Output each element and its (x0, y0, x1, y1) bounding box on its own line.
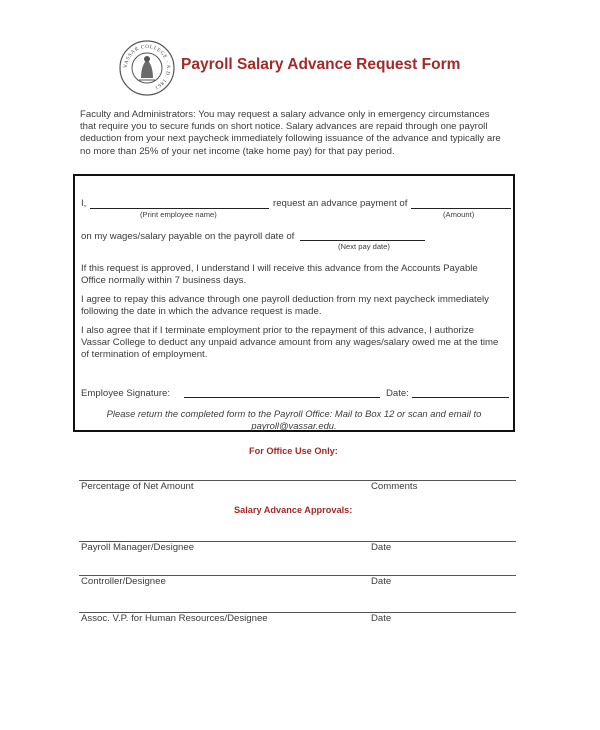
approval-line: If this request is approved, I understand I will receive this advance from the Accounts Payable (81, 263, 478, 274)
approver-role: Controller/Designee (81, 576, 166, 587)
approval-line: Office normally within 7 business days. (81, 275, 247, 287)
approver-date-label: Date (371, 613, 392, 624)
intro-line: that require you to secure funds on short notice. Salary advances are repaid through one payroll (80, 121, 488, 133)
payroll-email-link[interactable]: payroll@vassar.edu. (251, 420, 337, 431)
repay-line: I agree to repay this advance through one payroll deduction from my next paycheck immediately (81, 294, 489, 305)
amount-field[interactable] (411, 208, 511, 209)
signature-label: Employee Signature: (81, 388, 171, 399)
approver-date-label: Date (371, 576, 392, 587)
approver-role: Payroll Manager/Designee (81, 542, 195, 553)
comments-label: Comments (371, 481, 418, 492)
wages-text: on my wages/salary payable on the payroll date of (81, 231, 295, 242)
return-line: Please return the completed form to the Payroll Office: Mail to Box 12 or scan and email to (106, 408, 482, 419)
print-name-caption: (Print employee name) (140, 210, 217, 219)
amount-caption: (Amount) (443, 210, 475, 219)
request-text: request an advance payment of (273, 198, 408, 209)
vassar-seal-logo (119, 40, 175, 96)
signature-date-field[interactable] (412, 397, 509, 398)
intro-paragraph (80, 109, 520, 158)
office-use-heading: For Office Use Only: (249, 446, 338, 456)
repay-line: following the date in which the advance request is made. (81, 306, 322, 318)
repay-paragraph (81, 294, 511, 318)
intro-line: no more than 25% of your net income (take home pay) for that pay period. (80, 145, 395, 157)
date-label: Date: (386, 388, 409, 399)
approver-role: Assoc. V.P. for Human Resources/Designee (81, 613, 268, 624)
svg-text:VASSAR COLLEGE · A.D. 1861: VASSAR COLLEGE · A.D. 1861 (122, 43, 172, 91)
approvals-heading: Salary Advance Approvals: (234, 505, 353, 515)
terminate-paragraph (81, 325, 511, 362)
net-amount-label: Percentage of Net Amount (81, 481, 194, 492)
next-pay-caption: (Next pay date) (338, 242, 390, 251)
terminate-line: Vassar College to deduct any unpaid advance amount from any wages/salary owed me at the time (81, 337, 499, 349)
terminate-line: of termination of employment. (81, 349, 208, 361)
next-pay-date-field[interactable] (300, 240, 425, 241)
terminate-line: I also agree that if I terminate employment prior to the repayment of this advance, I authorize (81, 325, 475, 336)
signature-field[interactable] (184, 397, 380, 398)
return-instructions (76, 408, 512, 432)
page-title: Payroll Salary Advance Request Form (181, 56, 461, 73)
intro-line: Faculty and Administrators: You may request a salary advance only in emergency circumstances (80, 109, 490, 120)
intro-line: deduction from your next paycheck immediately following issuance of the advance and typically are (80, 133, 501, 145)
approver-date-label: Date (371, 542, 392, 553)
approval-paragraph (81, 263, 511, 287)
i-label: I, (81, 198, 87, 209)
employee-name-field[interactable] (90, 208, 269, 209)
